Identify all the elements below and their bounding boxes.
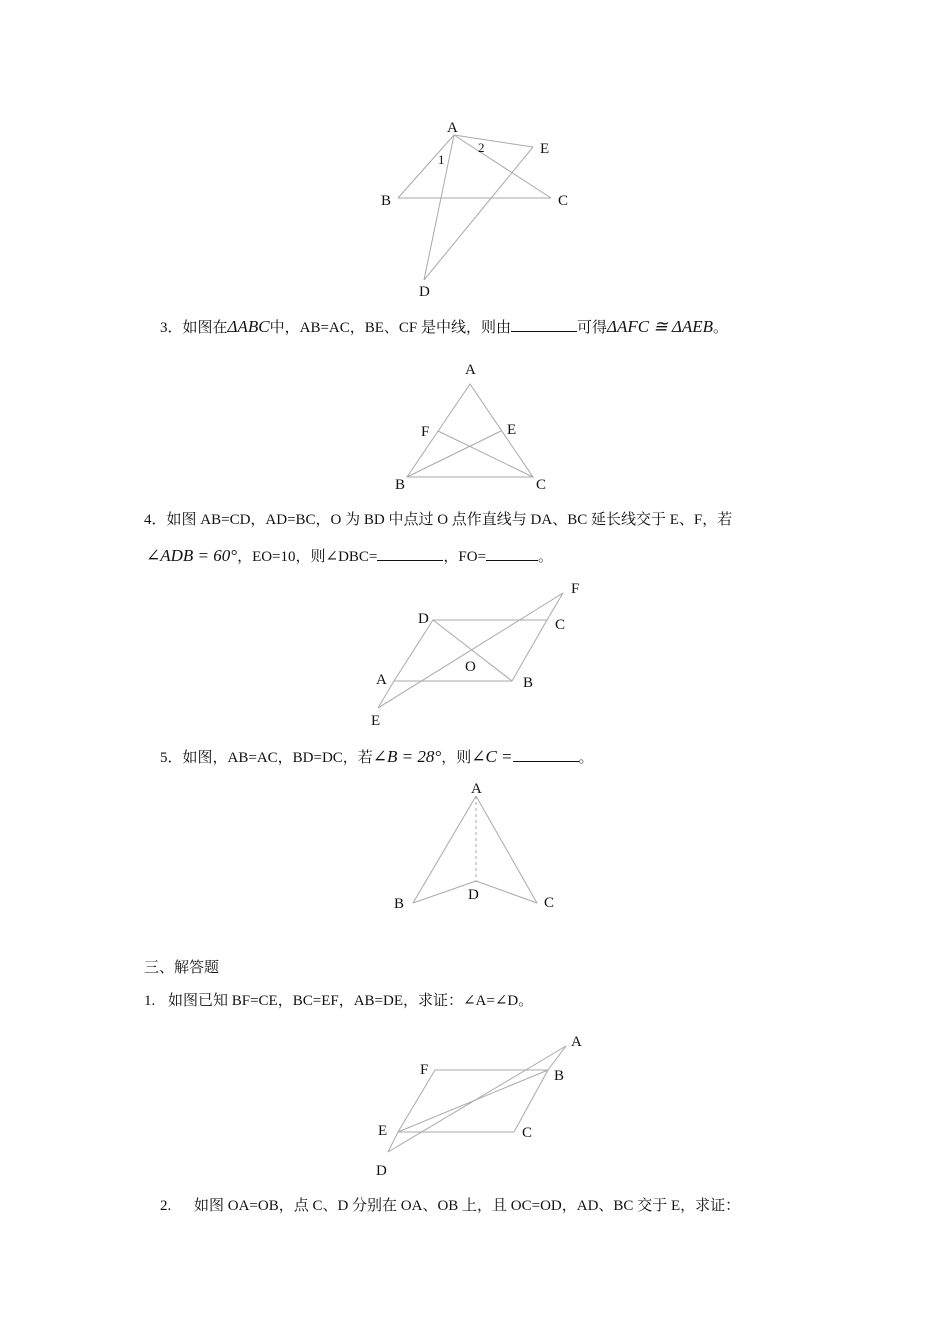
question-text: 如图，AB=AC，BD=DC，若 <box>182 750 373 766</box>
label-c: C <box>522 1125 533 1141</box>
label-a: A <box>447 120 458 136</box>
question-text: 。 <box>578 750 594 766</box>
math-congruence: ΔAFC ≅ ΔAEB <box>607 317 714 336</box>
label-b: B <box>381 193 392 209</box>
label-a: A <box>465 362 476 378</box>
label-f: F <box>571 581 580 597</box>
label-b: B <box>554 1068 565 1084</box>
label-d: D <box>468 887 479 903</box>
problem-text: 如图已知 BF=CE，BC=EF，AB=DE，求证：∠A=∠D。 <box>168 993 534 1009</box>
label-a: A <box>376 672 387 688</box>
label-f: F <box>421 424 430 440</box>
label-c: C <box>555 617 566 633</box>
question-text: 。 <box>538 549 554 565</box>
label-d: D <box>419 284 430 300</box>
question-number: 5． <box>160 750 183 766</box>
label-c: C <box>544 895 555 911</box>
question-text: 可得 <box>577 320 608 336</box>
label-angle-2: 2 <box>478 140 485 155</box>
label-o: O <box>465 659 476 675</box>
problem-2 <box>160 1196 740 1216</box>
question-text: 如图在 <box>182 320 228 336</box>
label-c: C <box>558 193 569 209</box>
label-a: A <box>571 1034 582 1050</box>
label-d: D <box>376 1163 387 1179</box>
question-text: 中，AB=AC，BE、CF 是中线，则由 <box>269 320 512 336</box>
label-e: E <box>540 141 550 157</box>
math-angle-adb: ∠ADB = 60° <box>146 546 238 565</box>
math-angle-b: ∠B = 28° <box>372 747 442 766</box>
problem-number: 2. <box>160 1198 172 1214</box>
question-text: 如图 AB=CD，AD=BC，O 为 BD 中点过 O 点作直线与 DA、BC 延长线交于 E、F，若 <box>166 512 733 528</box>
label-e: E <box>371 713 381 729</box>
label-f: F <box>420 1062 429 1078</box>
problem-text: 如图 OA=OB，点 C、D 分别在 OA、OB 上，且 OC=OD，AD、BC 交于 E，求证： <box>194 1198 741 1214</box>
question-text: ，FO= <box>443 549 487 565</box>
math-triangle-abc: ΔABC <box>227 317 270 336</box>
label-c: C <box>536 477 547 493</box>
problem-number: 1. <box>144 993 156 1009</box>
segment-bc <box>514 1070 548 1132</box>
segment-da <box>388 1046 566 1152</box>
label-b: B <box>395 477 406 493</box>
question-number: 3． <box>160 320 183 336</box>
label-b: B <box>523 675 534 691</box>
segment-fe <box>398 1070 435 1132</box>
label-d: D <box>418 611 429 627</box>
label-a: A <box>471 781 482 797</box>
question-text: 。 <box>713 320 729 336</box>
segment-ab-extended <box>548 1046 566 1070</box>
label-b: B <box>394 896 405 912</box>
question-text: ，EO=10，则∠DBC= <box>237 549 378 565</box>
math-angle-c: ∠C = <box>471 747 513 766</box>
label-angle-1: 1 <box>438 152 445 167</box>
section-title: 三、解答题 <box>144 960 220 976</box>
label-e: E <box>378 1123 388 1139</box>
question-number: 4． <box>144 512 167 528</box>
question-text: ，则 <box>441 750 472 766</box>
label-e: E <box>507 422 517 438</box>
